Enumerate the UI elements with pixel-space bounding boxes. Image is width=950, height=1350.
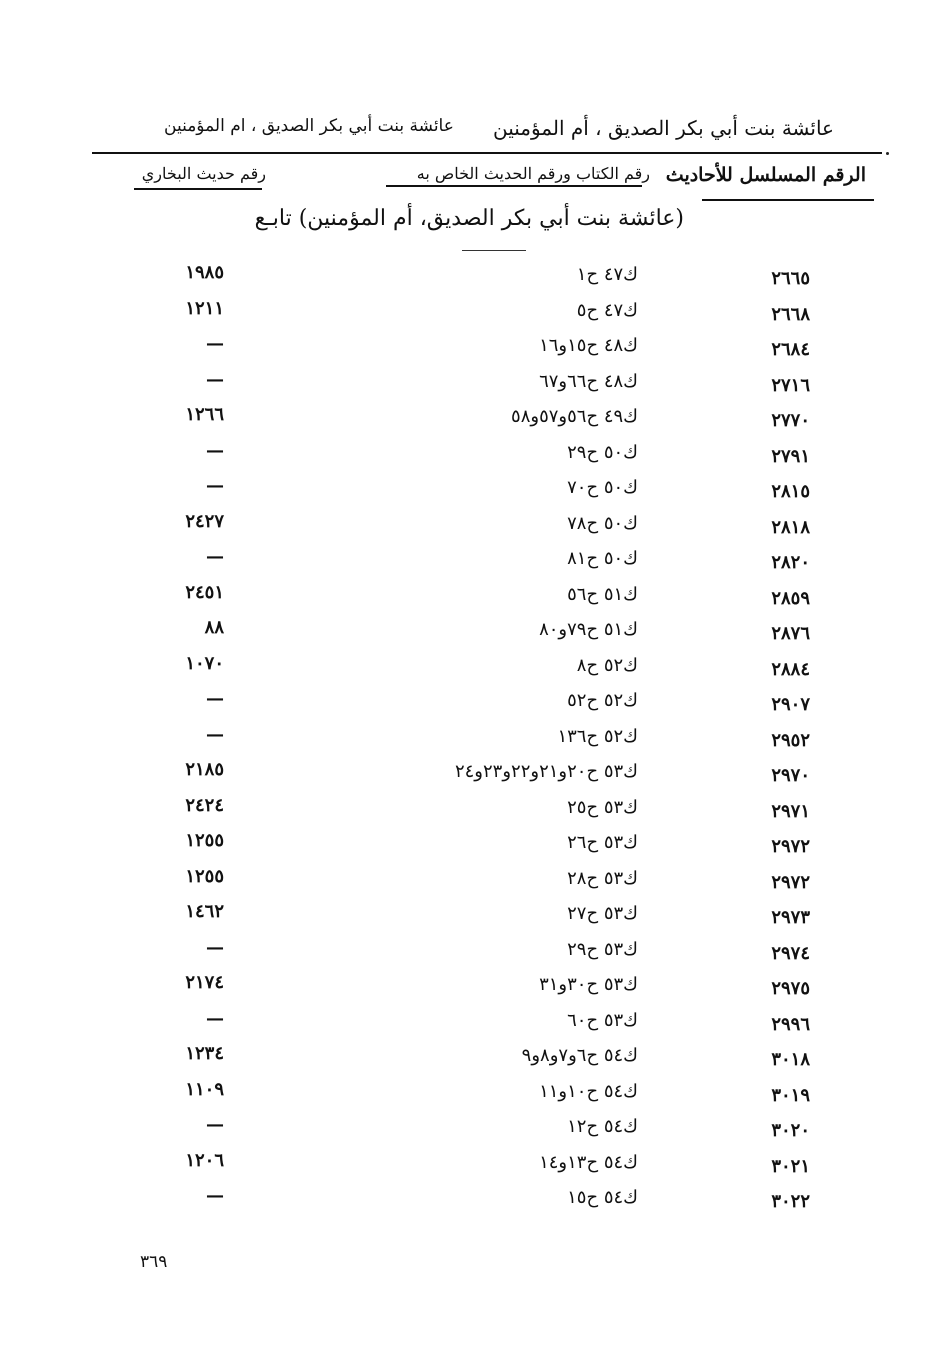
bukhari-number: ١٤٦٢ [185,901,224,922]
bukhari-number: — [206,688,224,709]
serial-number: ٣٠١٩ [771,1084,810,1106]
table-row [0,937,950,967]
bukhari-number: — [206,723,224,745]
table-row [0,688,950,718]
bukhari-number: — [206,333,224,354]
book-hadith-reference: ك٤٨ ح١٥و١٦ [539,335,638,356]
column-header-bukhari: رقم حديث البخاري [141,164,266,183]
bukhari-number: ٢١٧٤ [185,972,224,993]
running-head-left: عائشة بنت أبي بكر الصديق ، ام المؤمنين [164,116,454,136]
page-number: ٣٦٩ [140,1252,168,1272]
book-hadith-reference: ك٤٨ ح٦٦و٦٧ [539,370,638,392]
bukhari-number: ١٩٨٥ [185,262,224,283]
table-row [0,1150,950,1180]
table-row [0,972,950,1002]
serial-number: ٢٧١٦ [771,374,810,396]
serial-number: ٢٩٧٠ [771,765,810,786]
serial-number: ٢٧٩١ [771,445,810,467]
table-row [0,582,950,612]
book-hadith-reference: ك٥٣ ح٢٩ [567,938,638,960]
serial-number: ٢٨٧٦ [771,623,810,644]
bukhari-number: ١٢٥٥ [185,865,224,887]
bukhari-number: ١٠٧٠ [185,652,224,674]
bukhari-number: ١٢٠٦ [185,1149,224,1171]
serial-number: ٢٨٢٠ [771,552,810,573]
bukhari-number: — [206,546,224,567]
serial-number: ٣٠٢٢ [771,1191,810,1212]
book-hadith-reference: ك٥٠ ح٧٠ [567,477,638,498]
serial-number: ٣٠١٨ [771,1049,810,1070]
serial-number: ٢٩٧١ [771,800,810,822]
serial-number: ٢٩٩٦ [771,1013,810,1035]
table-row [0,404,950,434]
bukhari-number: — [206,1114,224,1135]
serial-number: ٢٩٧٤ [771,942,810,964]
table-row [0,475,950,505]
book-hadith-reference: ك٥٣ ح٦٠ [567,1009,638,1031]
book-hadith-reference: ك٥٢ ح١٣٦ [557,725,638,747]
table-row [0,298,950,328]
serial-number: ٢٦٦٥ [771,268,810,289]
section-title: (عائشة بنت أبي بكر الصديق، أم المؤمنين) تابـع [254,206,684,231]
table-row [0,866,950,896]
table-row [0,724,950,754]
book-hadith-reference: ك٥٣ ح٢٥ [567,796,638,818]
bukhari-number: — [206,439,224,461]
table-row [0,1185,950,1215]
serial-number: ٣٠٢١ [771,1155,810,1177]
book-hadith-reference: ك٥١ ح٧٩و٨٠ [539,619,638,640]
table-row [0,1008,950,1038]
book-hadith-reference: ك٤٧ ح١ [576,264,638,285]
book-hadith-reference: ك٤٩ ح٥٦و٥٧و٥٨ [511,406,638,427]
book-hadith-reference: ك٥٣ ح٢٦ [567,832,638,853]
bukhari-number: ٨٨ [204,617,224,638]
table-row [0,759,950,789]
table-row [0,1043,950,1073]
book-hadith-reference: ك٥٣ ح٣٠و٣١ [539,974,638,995]
serial-number: ٢٩٧٢ [771,836,810,857]
serial-number: ٢٨٨٤ [771,658,810,680]
serial-number: ٢٩٠٧ [771,694,810,715]
book-hadith-reference: ك٥٣ ح٢٠و٢١و٢٢و٢٣و٢٤ [454,761,638,782]
table-row [0,830,950,860]
table-row [0,262,950,292]
running-head-right: عائشة بنت أبي بكر الصديق ، أم المؤمنين [492,116,834,140]
serial-number: ٢٦٦٨ [771,303,810,325]
book-hadith-reference: ك٤٧ ح٥ [576,299,638,321]
bukhari-number: ٢١٨٥ [185,759,224,780]
serial-number: ٣٠٢٠ [771,1120,810,1141]
serial-number: ٢٨٥٩ [771,587,810,609]
bukhari-number: — [206,1185,224,1206]
table-row [0,546,950,576]
bukhari-number: — [206,475,224,496]
serial-number: ٢٩٧٣ [771,907,810,928]
serial-number: ٢٦٨٤ [771,339,810,360]
table-row [0,901,950,931]
bukhari-number: ١٢١١ [185,297,224,319]
table-row [0,333,950,363]
book-hadith-reference: ك٥٠ ح٢٩ [567,441,638,463]
bukhari-number: ١٢٦٦ [185,404,224,425]
serial-number: ٢٧٧٠ [771,410,810,431]
book-hadith-reference: ك٥٤ ح٦و٧و٨و٩ [521,1045,638,1066]
table-row [0,1079,950,1109]
book-hadith-reference: ك٥٤ ح١٥ [567,1187,638,1208]
bukhari-number: — [206,368,224,390]
bukhari-number: ١١٠٩ [185,1078,224,1100]
table-row [0,511,950,541]
table-row [0,1114,950,1144]
book-hadith-reference: ك٥٢ ح٨ [576,654,638,676]
table-row [0,369,950,399]
table-row [0,653,950,683]
book-hadith-reference: ك٥٣ ح٢٨ [567,867,638,889]
bukhari-number: — [206,936,224,958]
bukhari-number: — [206,1007,224,1029]
book-hadith-reference: ك٥٤ ح١٢ [567,1116,638,1137]
table-row [0,617,950,647]
book-hadith-reference: ك٥٤ ح١٣و١٤ [539,1151,638,1173]
book-hadith-reference: ك٥٠ ح٧٨ [567,512,638,534]
bukhari-number: ١٢٣٤ [185,1043,224,1064]
book-hadith-reference: ك٥١ ح٥٦ [567,583,638,605]
serial-number: ٢٩٧٢ [771,871,810,893]
table-row [0,795,950,825]
book-hadith-reference: ك٥٠ ح٨١ [567,548,638,569]
book-hadith-reference: ك٥٢ ح٥٢ [567,690,638,711]
serial-number: ٢٨١٨ [771,516,810,538]
bukhari-number: ٢٤٥١ [185,581,224,603]
column-header-book-hadith: رقم الكتاب ورقم الحديث الخاص به [416,164,650,183]
serial-number: ٢٩٥٢ [771,729,810,751]
serial-number: ٢٩٧٥ [771,978,810,999]
bukhari-number: ١٢٥٥ [185,830,224,851]
serial-number: ٢٨١٥ [771,481,810,502]
bukhari-number: ٢٤٢٧ [185,510,224,532]
book-hadith-reference: ك٥٣ ح٢٧ [567,903,638,924]
bukhari-number: ٢٤٢٤ [185,794,224,816]
table-row [0,440,950,470]
column-header-serial: الرقم المسلسل للأحاديث [665,164,866,186]
book-hadith-reference: ك٥٤ ح١٠و١١ [539,1080,638,1102]
